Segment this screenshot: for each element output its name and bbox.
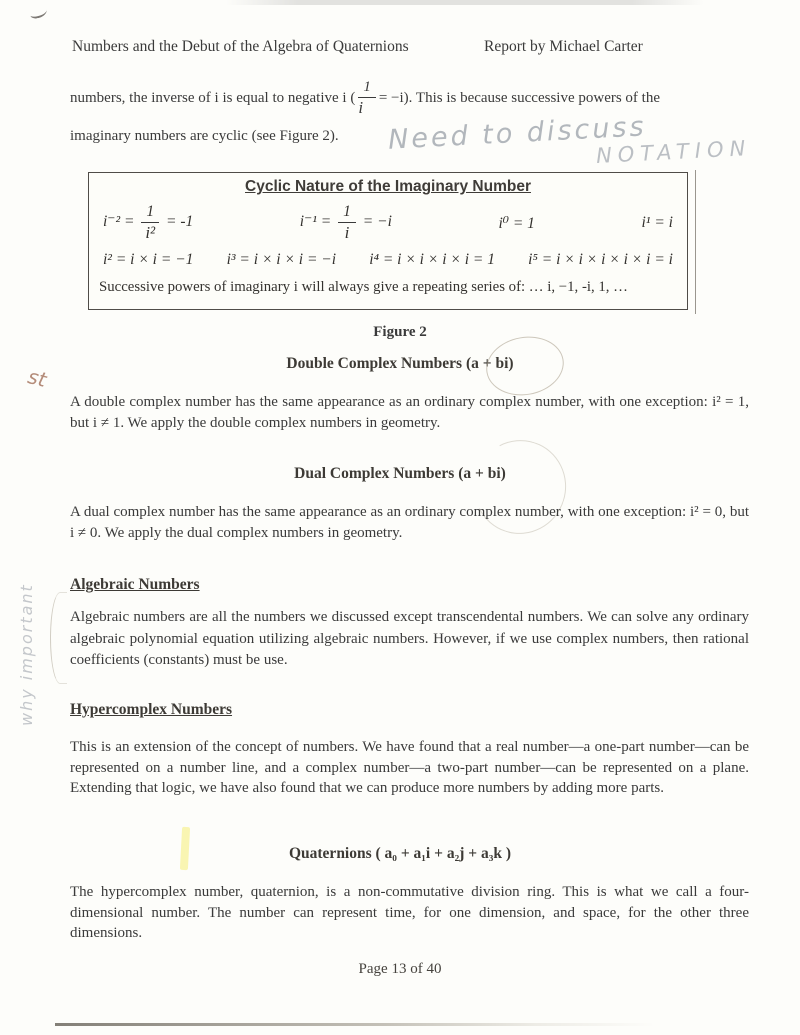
equation-lhs: i⁻² = [103,213,135,231]
equation-i-neg2 [103,204,193,241]
quaternions-paragraph: The hypercomplex number, quaternion, is a non-commutative division ring. This is what we call a four-dimensional number. The number can represent time, for one dimension, and space, for the other three dimensions. [70,884,749,941]
figure-summary-note: Successive powers of imaginary i will always give a repeating series of: … i, −1, -i, 1, … [99,279,628,295]
pen-scribble-mark [29,6,48,20]
equation-i-0: i⁰ = 1 [498,214,535,232]
heading-algebraic-numbers: Algebraic Numbers [70,576,200,593]
handwritten-note-line2: NOTATION [595,135,752,169]
intro-text-after-fraction: = −i). This is because successive powers of the [378,90,660,107]
equation-i-3: i³ = i × i × i = −i [226,251,337,268]
fraction-numerator: 1 [338,204,356,222]
equation-fraction [338,204,356,241]
margin-note-vertical: why important [17,583,36,726]
heading-quaternions: Quaternions ( a₀ + a₁i + a₂j + a₃k ) [288,845,512,862]
fraction-denominator: i [344,222,350,242]
figure-equation-row-1 [97,200,679,246]
pencil-parenthesis-annotation [50,592,67,684]
equation-lhs: i⁻¹ = [299,213,332,231]
intro-line-1 [70,80,749,117]
figure-2-box [88,172,688,310]
figure-caption: Figure 2 [373,324,427,340]
fraction-numerator: 1 [358,80,376,98]
figure-box-outer-border-line [695,170,696,314]
equation-i-2: i² = i × i = −1 [103,251,194,268]
scan-edge-shadow [226,0,704,5]
heading-hypercomplex-numbers: Hypercomplex Numbers [70,701,233,718]
pencil-circle-annotation [482,331,569,402]
figure-box-title: Cyclic Nature of the Imaginary Number [245,178,531,195]
equation-i-1: i¹ = i [641,214,673,231]
dual-complex-paragraph: A dual complex number has the same appearance as an ordinary complex number, with one exception: i² = 0, but i ≠ 0. We apply the dual complex numbers in geometry. [70,504,749,541]
fraction-numerator: 1 [141,204,159,222]
equation-fraction [141,204,159,241]
equation-rhs: = −i [362,213,392,231]
equation-i-neg1 [300,204,392,241]
hypercomplex-paragraph: This is an extension of the concept of numbers. We have found that a real number—a one-part number—can be represented on a number line, and a complex number—a two-part number—can be represented on a plane. Extending that logic, we have also found that we can produce more numbers by adding more parts. [70,739,749,796]
margin-note-st: st [25,364,49,392]
fraction-denominator: i² [145,222,156,242]
double-complex-paragraph: A double complex number has the same appearance as an ordinary complex number, with one exception: i² = 1, but i ≠ 1. We apply the double complex numbers in geometry. [70,394,749,431]
intro-line-2: imaginary numbers are cyclic (see Figure 2). [70,127,339,144]
intro-text-before-fraction: numbers, the inverse of i is equal to negative i ( [70,90,356,107]
equation-rhs: = -1 [165,213,194,231]
figure-equation-row-2 [97,248,679,272]
handwritten-note-line1: Need to discuss [387,111,648,156]
page-number: Page 13 of 40 [358,961,442,977]
heading-dual-complex: Dual Complex Numbers (a + bi) [294,465,506,482]
scan-bottom-edge-bar [55,1023,655,1026]
fraction-denominator: i [358,97,364,117]
algebraic-numbers-paragraph: Algebraic numbers are all the numbers we discussed except transcendental numbers. We can solve any ordinary algebraic polynomial equation utilizing algebraic numbers. However, if we use complex numbers, then rational coefficients (constants) must be use. [70,609,749,668]
inline-fraction [358,80,376,117]
equation-i-4: i⁴ = i × i × i × i = 1 [369,251,495,268]
equation-i-5: i⁵ = i × i × i × i × i = i [528,251,673,268]
heading-double-complex: Double Complex Numbers (a + bi) [286,355,514,372]
document-title: Numbers and the Debut of the Algebra of Quaternions [72,38,409,55]
document-byline: Report by Michael Carter [484,38,643,55]
